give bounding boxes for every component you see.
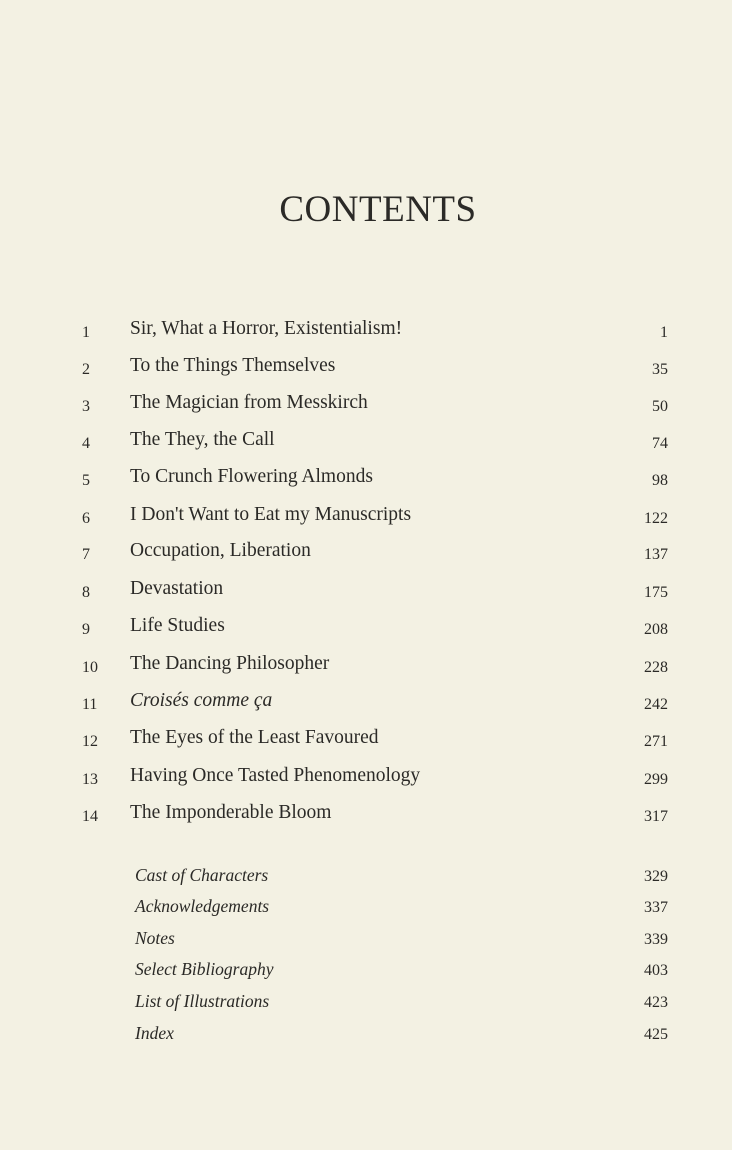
page-number: 403 — [644, 962, 668, 979]
chapter-entry — [0, 802, 732, 832]
chapter-number: 14 — [82, 808, 98, 825]
page-number: 423 — [644, 994, 668, 1011]
back-matter-entry — [0, 926, 732, 956]
chapter-number: 11 — [82, 696, 98, 713]
page-number: 271 — [644, 733, 668, 750]
page-number: 98 — [652, 472, 668, 489]
chapter-number: 4 — [82, 435, 90, 452]
chapter-number: 9 — [82, 621, 90, 638]
chapter-title: To the Things Themselves — [130, 355, 336, 376]
back-matter-entry — [0, 863, 732, 893]
chapter-number: 1 — [82, 324, 90, 341]
chapter-number: 8 — [82, 584, 90, 601]
chapter-entry — [0, 653, 732, 683]
chapter-title: I Don't Want to Eat my Manuscripts — [130, 504, 412, 525]
chapter-number: 12 — [82, 733, 98, 750]
chapter-title: Occupation, Liberation — [130, 540, 311, 561]
page-number: 50 — [652, 398, 668, 415]
chapter-number: 7 — [82, 546, 90, 563]
page-number: 228 — [644, 659, 668, 676]
chapter-entry — [0, 540, 732, 570]
chapter-entry — [0, 578, 732, 608]
chapter-number: 5 — [82, 472, 90, 489]
chapter-entry — [0, 466, 732, 496]
chapter-title: The Magician from Messkirch — [130, 392, 368, 413]
back-matter-title: Cast of Characters — [135, 865, 269, 885]
page-number: 337 — [644, 899, 668, 916]
chapter-title: Sir, What a Horror, Existentialism! — [130, 318, 403, 339]
page-number: 1 — [660, 324, 668, 341]
contents-heading: CONTENTS — [279, 189, 477, 230]
page-number: 208 — [644, 621, 668, 638]
back-matter-entry — [0, 989, 732, 1019]
chapter-title: To Crunch Flowering Almonds — [130, 466, 373, 487]
page-number: 137 — [644, 546, 668, 563]
page-number: 175 — [644, 584, 668, 601]
chapter-entry — [0, 765, 732, 795]
chapter-title: The Dancing Philosopher — [130, 653, 330, 674]
chapter-title: The Imponderable Bloom — [130, 802, 332, 823]
back-matter-title: Index — [135, 1023, 174, 1043]
page-number: 317 — [644, 808, 668, 825]
page-number: 299 — [644, 771, 668, 788]
chapter-entry — [0, 615, 732, 645]
chapter-number: 13 — [82, 771, 98, 788]
page-number: 74 — [652, 435, 668, 452]
chapter-entry — [0, 392, 732, 422]
chapter-number: 2 — [82, 361, 90, 378]
page-number: 329 — [644, 868, 668, 885]
chapter-entry — [0, 318, 732, 348]
back-matter-title: Notes — [135, 928, 175, 948]
page-number: 122 — [644, 510, 668, 527]
back-matter-entry — [0, 894, 732, 924]
back-matter-title: Select Bibliography — [135, 959, 274, 979]
chapter-number: 6 — [82, 510, 90, 527]
back-matter-title: Acknowledgements — [135, 896, 270, 916]
back-matter-title: List of Illustrations — [135, 991, 270, 1011]
chapter-entry — [0, 355, 732, 385]
chapter-entry — [0, 690, 732, 720]
chapter-title: Croisés comme ça — [130, 690, 273, 711]
page-number: 242 — [644, 696, 668, 713]
back-matter-entry — [0, 957, 732, 987]
page-number: 339 — [644, 931, 668, 948]
chapter-number: 10 — [82, 659, 98, 676]
chapter-title: The Eyes of the Least Favoured — [130, 727, 379, 748]
page-number: 425 — [644, 1026, 668, 1043]
chapter-title: Life Studies — [130, 615, 225, 636]
chapter-entry — [0, 429, 732, 459]
chapter-number: 3 — [82, 398, 90, 415]
chapter-title: Having Once Tasted Phenomenology — [130, 765, 421, 786]
chapter-title: The They, the Call — [130, 429, 275, 450]
chapter-title: Devastation — [130, 578, 224, 599]
chapter-entry — [0, 727, 732, 757]
chapter-entry — [0, 504, 732, 534]
back-matter-entry — [0, 1021, 732, 1051]
page-number: 35 — [652, 361, 668, 378]
